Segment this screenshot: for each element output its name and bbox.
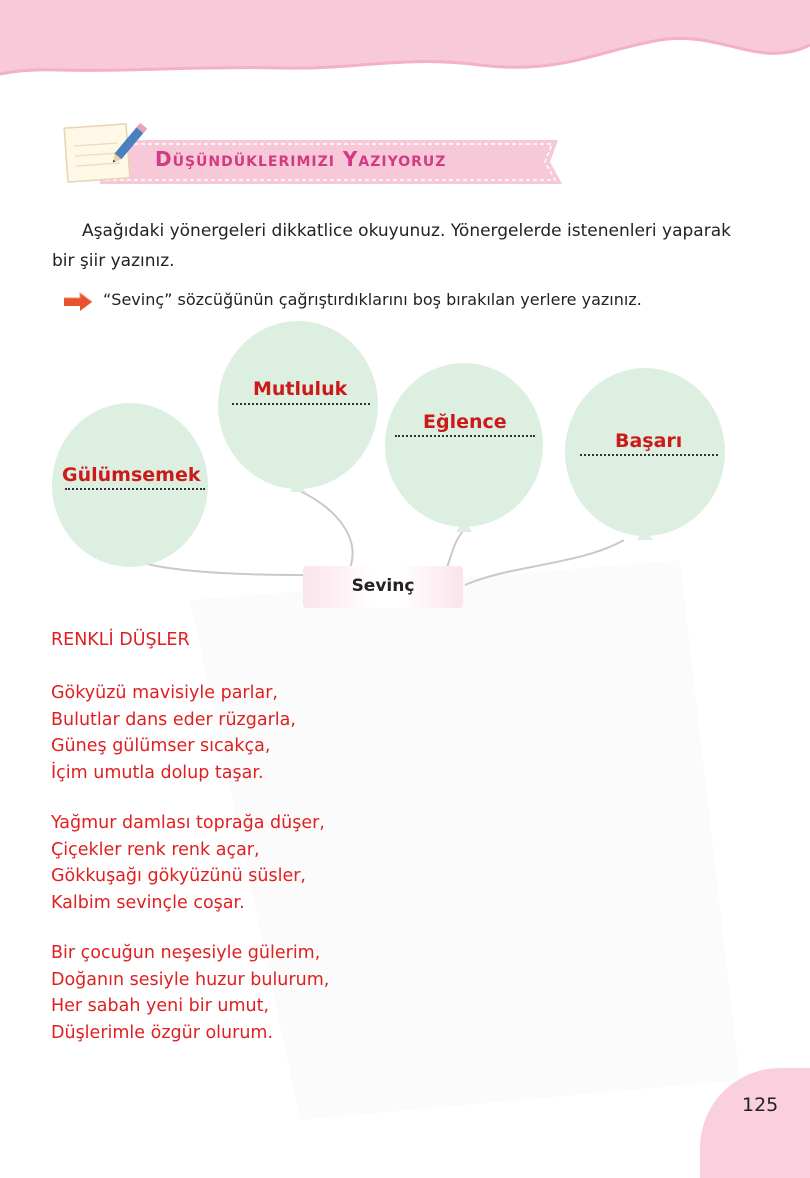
answer-line-1[interactable] — [65, 488, 205, 490]
poem-line: Güneş gülümser sıcakça, — [51, 736, 271, 756]
center-word-box — [303, 566, 463, 608]
section-title: Düşündüklerimizi Yazıyoruz — [155, 147, 447, 171]
balloon-answer-3: Eğlence — [423, 411, 507, 433]
center-word: Sevinç — [351, 576, 415, 596]
poem-stanza-3 — [51, 940, 329, 1046]
poem-line: Doğanın sesiyle huzur bulurum, — [51, 969, 330, 990]
poem-line: Her sabah yeni bir umut, — [51, 996, 270, 1016]
task-instruction: “Sevinç” sözcüğünün çağrıştırdıklarını boş bırakılan yerlere yazınız. — [103, 290, 642, 309]
balloon-string-4 — [465, 540, 624, 585]
answer-line-4[interactable] — [580, 454, 718, 456]
balloon-answer-2: Mutluluk — [253, 378, 348, 400]
poem-line: Düşlerimle özgür olurum. — [51, 1022, 274, 1043]
poem-line: Yağmur damlası toprağa düşer, — [51, 813, 325, 833]
page-number: 125 — [742, 1094, 779, 1116]
answer-line-2[interactable] — [232, 403, 370, 405]
poem-stanza-1 — [51, 680, 329, 786]
poem-line: Gökkuşağı gökyüzünü süsler, — [51, 866, 306, 886]
poem-line: Bir çocuğun neşesiyle gülerim, — [51, 943, 321, 963]
poem-stanza-2 — [51, 810, 329, 916]
balloon-3 — [385, 363, 543, 532]
balloon-2 — [218, 321, 378, 492]
section-header — [60, 112, 580, 192]
instruction-paragraph: Aşağıdaki yönergeleri dikkatlice okuyunuz. Yönergelerde istenenleri yaparak bir şiir yazınız. — [52, 221, 731, 271]
balloon-answer-4: Başarı — [615, 430, 683, 452]
poem-line: Bulutlar dans eder rüzgarla, — [51, 709, 296, 730]
answer-line-3[interactable] — [395, 435, 535, 437]
poem — [51, 628, 329, 1070]
poem-line: Çiçekler renk renk açar, — [51, 839, 260, 860]
poem-line: Kalbim sevinçle coşar. — [51, 892, 245, 913]
poem-title: RENKLİ DÜŞLER — [51, 630, 190, 650]
balloon-answer-1: Gülümsemek — [62, 464, 201, 486]
poem-line: İçim umutla dolup taşar. — [51, 762, 264, 783]
poem-line: Gökyüzü mavisiyle parlar, — [51, 683, 278, 703]
arrow-right-icon — [62, 292, 94, 312]
top-wave-decoration — [0, 0, 810, 90]
balloon-string-2 — [298, 490, 353, 568]
